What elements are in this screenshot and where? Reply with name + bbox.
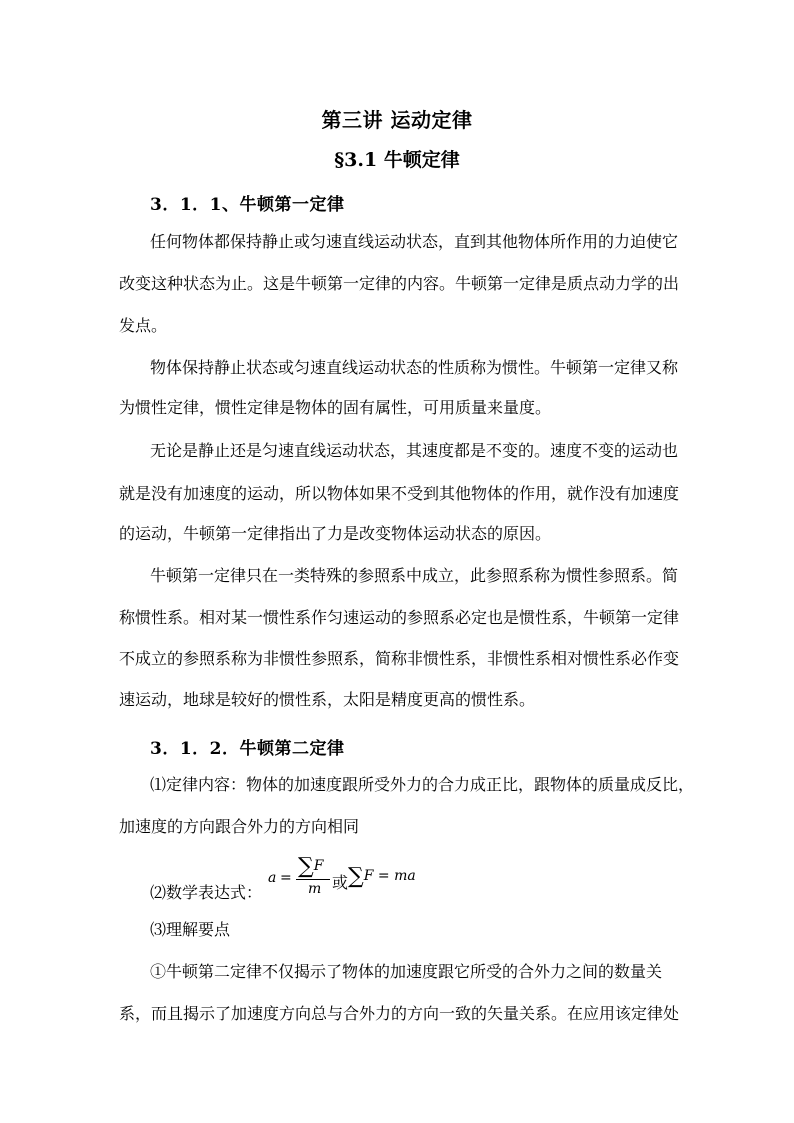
formula-row [150, 854, 550, 902]
paragraph-line: 系，而且揭示了加速度方向总与合外力的方向一致的矢量关系。在应用该定律处 [119, 1004, 680, 1023]
paragraph-line: 无论是静止还是匀速直线运动状态，其速度都是不变的。速度不变的运动也 [150, 441, 679, 460]
formula-num-var: F [313, 858, 324, 874]
formula-numerator [298, 854, 323, 879]
paragraph-line: 物体保持静止状态或匀速直线运动状态的性质称为惯性。牛顿第一定律又称 [150, 358, 679, 377]
subsection-heading-second-law: 3．1．2．牛顿第二定律 [150, 739, 345, 759]
fraction-bar [296, 879, 330, 880]
paragraph-line: 任何物体都保持静止或匀速直线运动状态，直到其他物体所作用的力迫使它 [150, 232, 679, 251]
paragraph-line: 的运动，牛顿第一定律指出了力是改变物体运动状态的原因。 [119, 524, 552, 543]
paragraph-line: ⑶理解要点 [150, 920, 231, 939]
formula-rhs-equals: = [377, 868, 390, 884]
formula-rhs-value: ma [394, 868, 416, 884]
paragraph-line: 加速度的方向跟合外力的方向相同 [119, 817, 360, 836]
formula-label: ⑵数学表达式： [150, 883, 263, 902]
newton-second-law-formula [268, 854, 548, 902]
formula-denominator: m [308, 881, 322, 897]
paragraph-line: 不成立的参照系称为非惯性参照系，简称非惯性系，非惯性系相对惯性系必作变 [119, 649, 680, 668]
formula-equals: = [280, 870, 292, 886]
formula-or: 或 [332, 873, 349, 892]
section-title: §3.1 牛顿定律 [334, 149, 460, 171]
formula-rhs-var: F [363, 868, 374, 884]
lecture-title: 第三讲 运动定律 [321, 108, 473, 132]
formula-rhs [348, 864, 416, 889]
paragraph-line: 速运动，地球是较好的惯性系，太阳是精度更高的惯性系。 [119, 690, 536, 709]
paragraph-line: 就是没有加速度的运动，所以物体如果不受到其他物体的作用，就作没有加速度 [119, 484, 680, 503]
sum-symbol: ∑ [348, 864, 364, 889]
paragraph-line: ①牛顿第二定律不仅揭示了物体的加速度跟它所受的合外力之间的数量关 [150, 962, 663, 981]
paragraph-line: 发点。 [119, 316, 168, 335]
paragraph-line: 改变这种状态为止。这是牛顿第一定律的内容。牛顿第一定律是质点动力学的出 [119, 274, 680, 293]
paragraph-line: 牛顿第一定律只在一类特殊的参照系中成立，此参照系称为惯性参照系。简 [150, 566, 679, 585]
paragraph-line: ⑴定律内容：物体的加速度跟所受外力的合力成正比，跟物体的质量成反比， [150, 775, 695, 794]
sum-symbol: ∑ [298, 854, 314, 879]
formula-lhs: a [268, 870, 277, 886]
paragraph-line: 称惯性系。相对某一惯性系作匀速运动的参照系必定也是惯性系，牛顿第一定律 [119, 608, 680, 627]
subsection-heading-first-law: 3．1．1、牛顿第一定律 [150, 195, 345, 215]
paragraph-line: 为惯性定律，惯性定律是物体的固有属性，可用质量来量度。 [119, 398, 552, 417]
